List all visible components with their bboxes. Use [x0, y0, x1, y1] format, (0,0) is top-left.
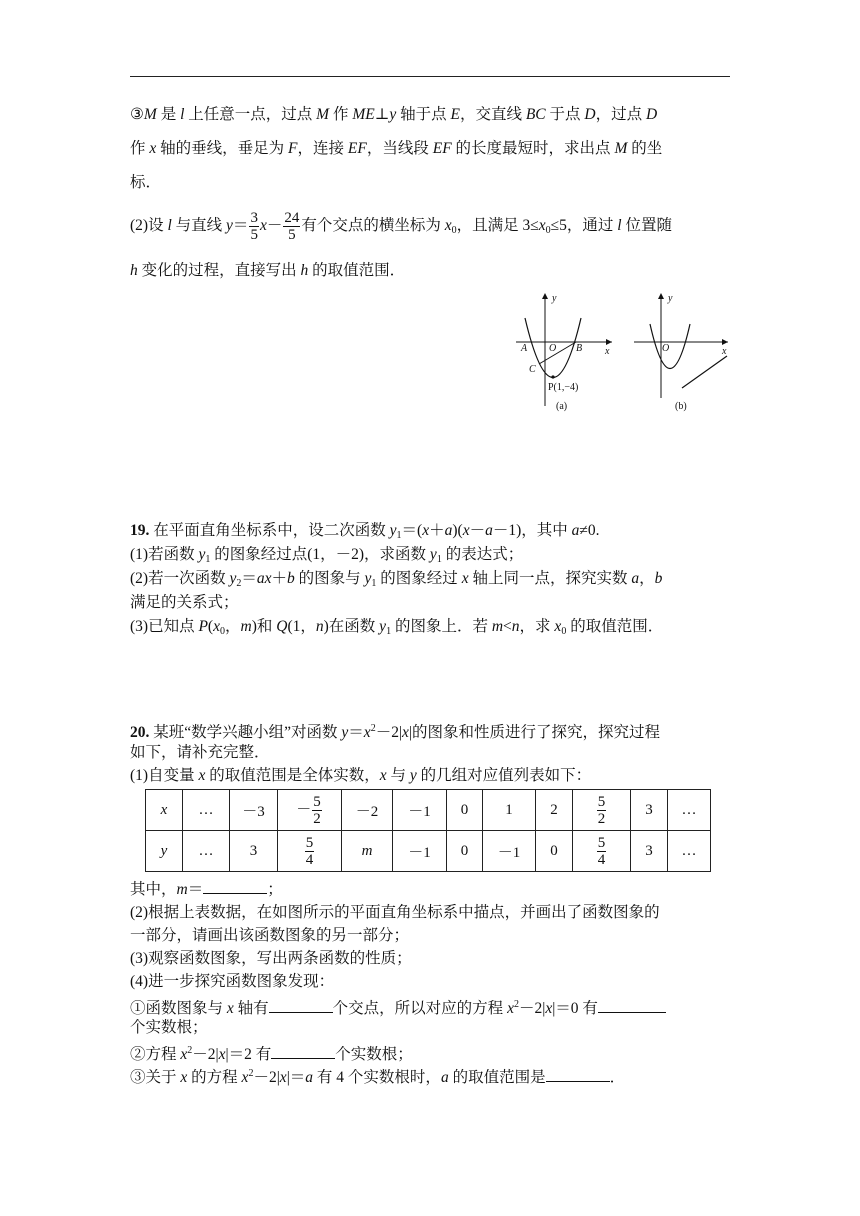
table-header-x: x [146, 790, 183, 831]
figure-b-x-arrow [722, 339, 728, 345]
q18-part2-line2: h 变化的过程，直接写出 h 的取值范围． [130, 262, 406, 279]
table-cell: … [183, 831, 230, 872]
fraction-24-5: $\frac{24}{5}$ [284, 209, 300, 243]
table-cell: －3 [230, 790, 278, 831]
header-rule [130, 76, 730, 77]
table-cell: $\frac{5}{2}$ [573, 790, 631, 831]
figure-a-y-label: y [552, 293, 557, 304]
table-cell: … [183, 790, 230, 831]
figure-b-y-label: y [668, 293, 673, 304]
figure-b-line [682, 356, 727, 388]
q18-item3-line2: 作 x 轴的垂线，垂足为 F，连接 EF，当线段 EF 的长度最短时，求出点 M 的坐 [130, 140, 663, 157]
q18-item3-line3: 标． [130, 174, 162, 191]
q19-line4: 满足的关系式； [130, 594, 239, 611]
q20-line3: (1)自变量 x 的取值范围是全体实数，x 与 y 的几组对应值列表如下： [130, 767, 592, 784]
q20-line4: 其中，m＝ ； [130, 881, 283, 898]
q20-line12: ③关于 x 的方程 $x^2-2|x|=a$ 有 4 个实数根时，a 的取值范围是 ． [130, 1068, 626, 1086]
q20-line11: ②方程 $x^2-2|x|=2$ 有 个实数根； [130, 1045, 413, 1063]
q18-part2-line1: (2)设 l 与直线 y＝ $\frac{3}{5}$ x－ $\frac{24}{5}$ 有个交点的横坐标为 $x_0$，且满足 $3\le x_0\le 5$，通过 l 位置随 [130, 209, 672, 243]
q19-line5: (3)已知点 $P(x_0$，m)和 Q(1，n)在函数 $y_1$ 的图象上．若 m<n，求 $x_0$ 的取值范围． [130, 618, 664, 637]
table-cell: 0 [447, 831, 483, 872]
figure-a-x-arrow [606, 339, 612, 345]
q20-line10: 个实数根； [130, 1019, 208, 1036]
q19-line3: (2)若一次函数 $y_2=ax+b$ 的图象与 $y_1$ 的图象经过 x 轴上同一点，探究实数 a，b [130, 570, 663, 589]
table-header-y: y [146, 831, 183, 872]
q18-item3-line1: ③M 是 l 上任意一点，过点 M 作 ME⊥y 轴于点 E，交直线 BC 于点 D，过点 D [130, 106, 658, 123]
figure-b-label-O: O [662, 343, 670, 354]
answer-blank-a-range[interactable] [546, 1067, 610, 1082]
table-row-y [146, 831, 711, 872]
answer-blank-intersections[interactable] [269, 998, 333, 1013]
table-cell: 3 [631, 790, 668, 831]
table-cell: 3 [631, 831, 668, 872]
table-cell: －1 [393, 790, 447, 831]
figure-a-caption: (a) [556, 401, 568, 412]
table-cell: 0 [536, 831, 573, 872]
table-cell: － $\frac{5}{2}$ [278, 790, 342, 831]
figure-a-x-label: x [605, 346, 610, 357]
q20-line1: 20. 某班“数学兴趣小组”对函数 $y=x^2-2|x|$的图象和性质进行了探究，探究过程 [130, 723, 661, 741]
table-cell: －1 [483, 831, 536, 872]
q19-line1: 19. 在平面直角坐标系中，设二次函数 $y_1=(x+a)(x-a-1)$，其中 a≠0. [130, 522, 600, 541]
table-cell: … [668, 831, 711, 872]
q20-line6: 一部分，请画出该函数图象的另一部分； [130, 927, 410, 944]
figure-a-label-O: O [549, 343, 557, 354]
table-cell: －2 [342, 790, 393, 831]
figures-a-b [514, 286, 734, 416]
figure-b-y-arrow [658, 293, 664, 299]
figure-a-vertex-point [551, 375, 554, 378]
table-cell: $\frac{5}{4}$ [278, 831, 342, 872]
q20-line5: (2)根据上表数据，在如图所示的平面直角坐标系中描点，并画出了函数图象的 [130, 904, 660, 921]
q20-line9: ①函数图象与 x 轴有 个交点，所以对应的方程 $x^2-2|x|=0$ 有 [130, 993, 730, 1021]
table-cell: m [342, 831, 393, 872]
table-cell: … [668, 790, 711, 831]
figure-a-label-P: P(1,−4) [548, 382, 579, 393]
table-cell: 3 [230, 831, 278, 872]
answer-blank-roots-2[interactable] [271, 1044, 335, 1059]
table-row-x [146, 790, 711, 831]
q19-line2: (1)若函数 $y_1$ 的图象经过点(1，－2)，求函数 $y_1$ 的表达式； [130, 546, 524, 565]
answer-blank-roots[interactable] [598, 998, 666, 1013]
answer-blank-m[interactable] [203, 879, 267, 894]
table-cell: 2 [536, 790, 573, 831]
figure-a-label-A: A [521, 343, 528, 354]
table-cell: $\frac{5}{4}$ [573, 831, 631, 872]
figure-b-caption: (b) [675, 401, 687, 412]
table-cell: －1 [393, 831, 447, 872]
figure-b-x-label: x [722, 346, 727, 357]
fraction-3-5: $\frac{3}{5}$ [250, 209, 258, 243]
figure-b-parabola [650, 324, 690, 369]
figure-b [634, 293, 728, 412]
table-cell: 0 [447, 790, 483, 831]
q20-line8: (4)进一步探究函数图象发现： [130, 973, 335, 990]
figure-a [516, 293, 612, 412]
q20-line2: 如下，请补充完整． [130, 744, 270, 761]
table-cell: 1 [483, 790, 536, 831]
value-table [145, 789, 711, 872]
figure-a-label-B: B [576, 343, 583, 354]
figure-a-label-C: C [529, 364, 536, 375]
figure-a-y-arrow [542, 293, 548, 299]
q20-line7: (3)观察函数图象，写出两条函数的性质； [130, 950, 412, 967]
